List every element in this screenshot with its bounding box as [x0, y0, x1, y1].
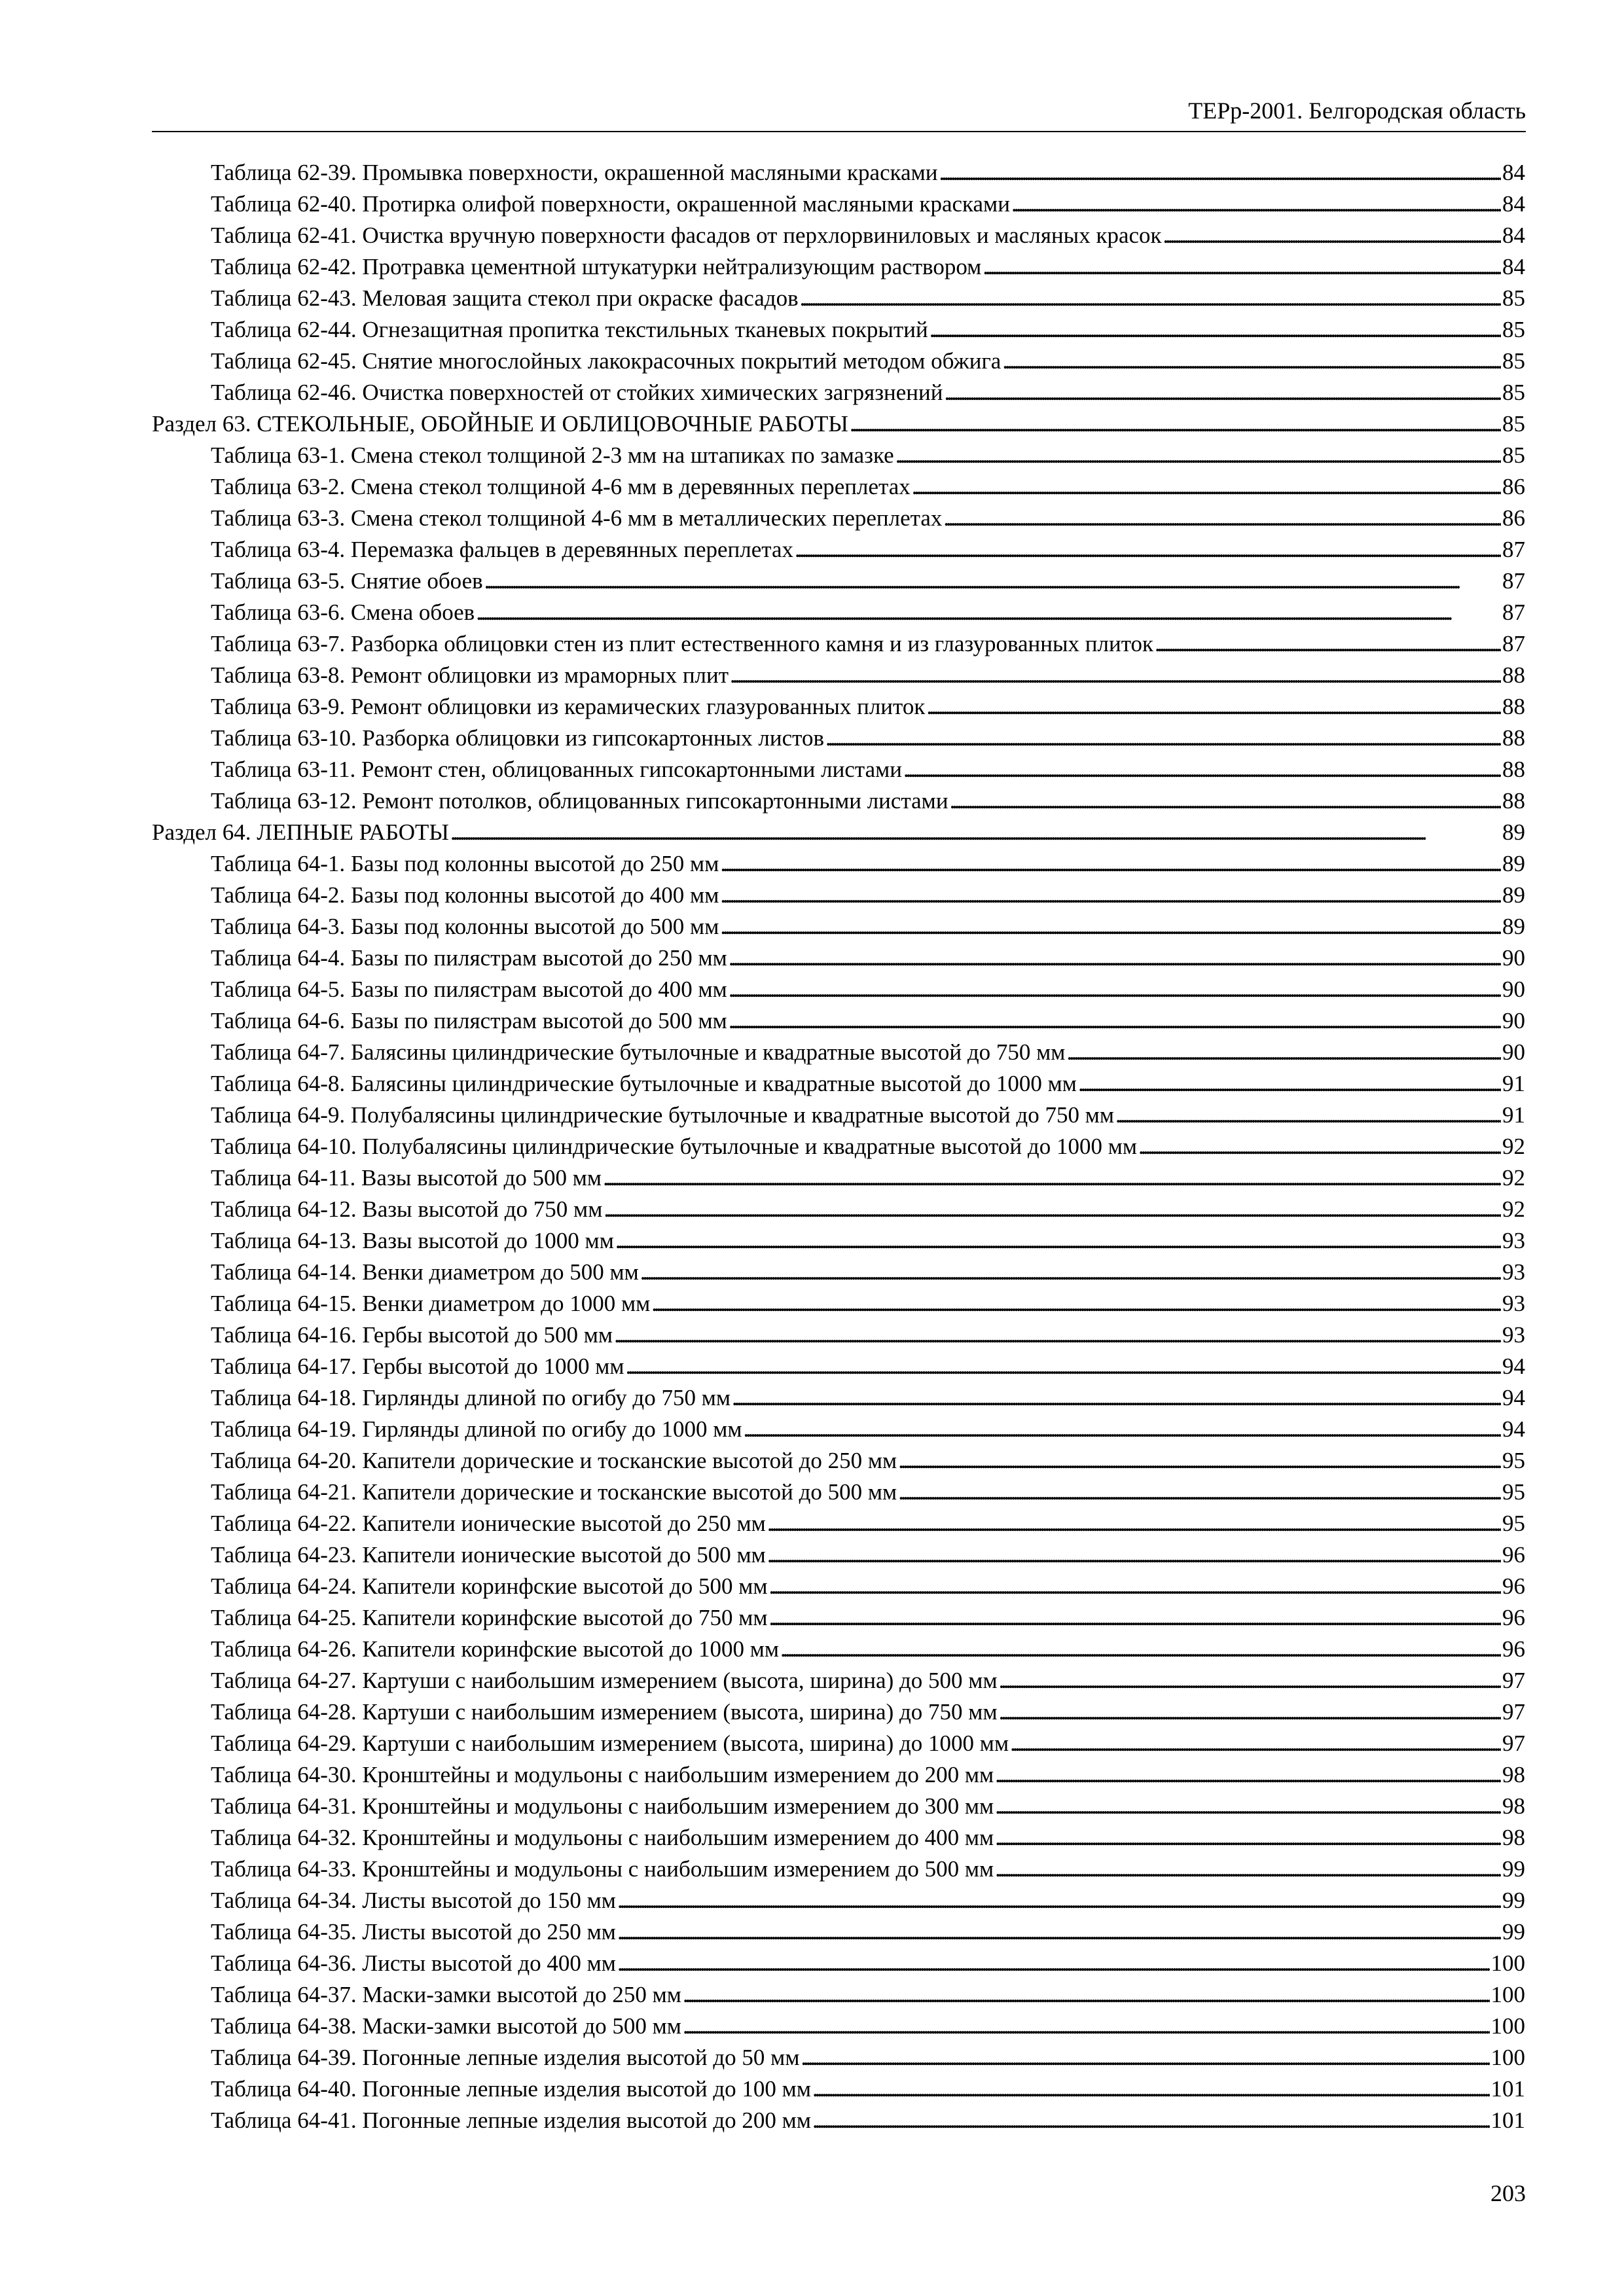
- toc-dot-leader: [812, 2075, 1490, 2104]
- toc-table-entry[interactable]: [152, 1946, 1525, 1978]
- toc-entry-label: Таблица 63-3. Смена стекол толщиной 4-6 мм в металлических переплетах: [211, 505, 943, 531]
- toc-dot-leader: [895, 441, 1501, 470]
- toc-section-entry[interactable]: [152, 407, 1525, 439]
- toc-entry-page: 91: [1502, 1071, 1525, 1096]
- toc-dot-leader: [720, 912, 1501, 941]
- toc-entry-label: Таблица 64-37. Маски-замки высотой до 250 мм: [211, 1982, 681, 2007]
- toc-entry-label: Таблица 64-27. Картуши с наибольшим измерением (высота, ширина) до 500 мм: [211, 1668, 998, 1693]
- toc-entry-label: Таблица 64-40. Погонные лепные изделия высотой до 100 мм: [211, 2076, 811, 2102]
- toc-dot-leader: [603, 1164, 1501, 1193]
- toc-table-entry[interactable]: [152, 973, 1525, 1004]
- toc-dot-leader: [614, 1321, 1501, 1350]
- toc-entry-label: Таблица 63-2. Смена стекол толщиной 4-6 мм в деревянных переплетах: [211, 474, 911, 499]
- toc-entry-label: Таблица 64-17. Гербы высотой до 1000 мм: [211, 1354, 624, 1379]
- toc-entry-label: Таблица 62-39. Промывка поверхности, окрашенной масляными красками: [211, 160, 938, 185]
- toc-table-entry[interactable]: [152, 1255, 1525, 1287]
- header-divider: [152, 131, 1526, 132]
- toc-dot-leader: [617, 1918, 1501, 1946]
- toc-table-entry[interactable]: [152, 1350, 1525, 1381]
- toc-entry-label: Таблица 64-29. Картуши с наибольшим измерением (высота, ширина) до 1000 мм: [211, 1731, 1009, 1756]
- toc-table-entry[interactable]: [152, 1884, 1525, 1915]
- toc-dot-leader: [795, 535, 1501, 564]
- toc-entry-page: 88: [1502, 757, 1525, 782]
- toc-table-entry[interactable]: [152, 1821, 1525, 1852]
- toc-dot-leader: [995, 1855, 1501, 1884]
- toc-table-entry[interactable]: [152, 501, 1525, 533]
- toc-entry-label: Таблица 62-44. Огнезащитная пропитка текстильных тканевых покрытий: [211, 317, 928, 342]
- toc-table-entry[interactable]: [152, 910, 1525, 941]
- toc-dot-leader: [1138, 1132, 1501, 1161]
- toc-table-entry[interactable]: [152, 1978, 1525, 2009]
- toc-table-entry[interactable]: [152, 658, 1525, 690]
- toc-table-entry[interactable]: [152, 690, 1525, 721]
- toc-entry-page: 89: [1502, 819, 1525, 845]
- toc-dot-leader: [944, 378, 1501, 407]
- toc-entry-page: 96: [1502, 1573, 1525, 1599]
- toc-entry-page: 96: [1502, 1636, 1525, 1662]
- toc-entry-label: Таблица 64-5. Базы по пилястрам высотой до 400 мм: [211, 977, 727, 1002]
- toc-entry-page: 87: [1502, 568, 1525, 594]
- toc-entry-page: 84: [1502, 254, 1525, 279]
- toc-entry-label: Таблица 64-2. Базы под колонны высотой до 400 мм: [211, 882, 719, 908]
- toc-entry-label: Таблица 63-7. Разборка облицовки стен из плит естественного камня и из глазурованных плиток: [211, 631, 1154, 656]
- toc-entry-page: 97: [1502, 1731, 1525, 1756]
- toc-table-entry[interactable]: [152, 1727, 1525, 1758]
- toc-dot-leader: [729, 975, 1501, 1004]
- toc-entry-page: 100: [1490, 1982, 1525, 2007]
- toc-dot-leader: [999, 1698, 1501, 1727]
- toc-table-entry[interactable]: [152, 533, 1525, 564]
- toc-entry-page: 85: [1502, 442, 1525, 468]
- toc-entry-page: 93: [1502, 1259, 1525, 1285]
- toc-entry-page: 101: [1490, 2076, 1525, 2102]
- toc-entry-label: Таблица 64-24. Капители коринфские высотой до 500 мм: [211, 1573, 768, 1599]
- table-of-contents: [152, 156, 1525, 2135]
- toc-entry-label: Таблица 64-33. Кронштейны и модульоны с наибольшим измерением до 500 мм: [211, 1856, 994, 1882]
- toc-dot-leader: [640, 1258, 1501, 1287]
- toc-table-entry[interactable]: [152, 1789, 1525, 1821]
- toc-table-entry[interactable]: [152, 281, 1525, 313]
- toc-dot-leader: [926, 692, 1501, 721]
- toc-entry-label: Таблица 64-19. Гирлянды длиной по огибу до 1000 мм: [211, 1416, 742, 1442]
- toc-entry-label: Таблица 64-39. Погонные лепные изделия высотой до 50 мм: [211, 2045, 800, 2070]
- toc-entry-page: 100: [1490, 2013, 1525, 2039]
- toc-entry-label: Таблица 64-31. Кронштейны и модульоны с наибольшим измерением до 300 мм: [211, 1793, 994, 1819]
- toc-dot-leader: [744, 1415, 1502, 1444]
- toc-table-entry[interactable]: [152, 1507, 1525, 1538]
- toc-entry-label: Таблица 64-36. Листы высотой до 400 мм: [211, 1950, 616, 1976]
- toc-dot-leader: [1155, 630, 1501, 658]
- toc-entry-label: Таблица 63-1. Смена стекол толщиной 2-3 мм на штапиках по замазке: [211, 442, 894, 468]
- toc-entry-page: 91: [1502, 1102, 1525, 1128]
- toc-dot-leader: [615, 1227, 1501, 1255]
- toc-entry-label: Таблица 64-4. Базы по пилястрам высотой до 250 мм: [211, 945, 727, 971]
- toc-entry-label: Таблица 64-11. Вазы высотой до 500 мм: [211, 1165, 602, 1191]
- toc-entry-page: 99: [1502, 1888, 1525, 1913]
- toc-entry-label: Таблица 62-45. Снятие многослойных лакокрасочных покрытий методом обжига: [211, 348, 1001, 374]
- toc-dot-leader: [476, 598, 1501, 627]
- page-number: 203: [1490, 2180, 1526, 2206]
- toc-entry-label: Таблица 63-11. Ремонт стен, облицованных гипсокартонными листами: [211, 757, 902, 782]
- toc-entry-label: Таблица 62-42. Протравка цементной штукатурки нейтрализующим раствором: [211, 254, 982, 279]
- toc-entry-label: Таблица 62-46. Очистка поверхностей от стойких химических загрязнений: [211, 380, 943, 405]
- toc-entry-page: 86: [1502, 505, 1525, 531]
- toc-entry-label: Таблица 63-8. Ремонт облицовки из мраморных плит: [211, 662, 729, 688]
- toc-table-entry[interactable]: [152, 1130, 1525, 1161]
- toc-dot-leader: [617, 1949, 1490, 1978]
- toc-table-entry[interactable]: [152, 344, 1525, 376]
- toc-table-entry[interactable]: [152, 439, 1525, 470]
- toc-dot-leader: [780, 1635, 1501, 1664]
- toc-table-entry[interactable]: [152, 2104, 1525, 2135]
- toc-entry-page: 94: [1502, 1385, 1525, 1410]
- toc-table-entry[interactable]: [152, 596, 1525, 627]
- toc-table-entry[interactable]: [152, 784, 1525, 816]
- toc-entry-page: 94: [1502, 1416, 1525, 1442]
- toc-dot-leader: [617, 1886, 1501, 1915]
- toc-dot-leader: [651, 1289, 1501, 1318]
- toc-entry-label: Таблица 64-30. Кронштейны и модульоны с наибольшим измерением до 200 мм: [211, 1762, 994, 1787]
- toc-entry-page: 87: [1502, 600, 1525, 625]
- toc-entry-label: Таблица 64-16. Гербы высотой до 500 мм: [211, 1322, 613, 1348]
- toc-table-entry[interactable]: [152, 1004, 1525, 1035]
- toc-dot-leader: [1066, 1038, 1501, 1067]
- toc-dot-leader: [939, 158, 1502, 187]
- toc-dot-leader: [825, 724, 1501, 753]
- toc-dot-leader: [626, 1352, 1501, 1381]
- toc-dot-leader: [801, 2043, 1489, 2072]
- toc-entry-page: 90: [1502, 945, 1525, 971]
- toc-entry-page: 100: [1490, 2045, 1525, 2070]
- toc-entry-label: Таблица 64-41. Погонные лепные изделия высотой до 200 мм: [211, 2108, 811, 2133]
- toc-dot-leader: [1010, 1729, 1501, 1758]
- toc-entry-page: 93: [1502, 1322, 1525, 1348]
- toc-entry-page: 85: [1502, 285, 1525, 311]
- toc-table-entry[interactable]: [152, 1538, 1525, 1570]
- toc-table-entry[interactable]: [152, 187, 1525, 219]
- toc-entry-label: Таблица 62-40. Протирка олифой поверхности, окрашенной масляными красками: [211, 191, 1010, 217]
- toc-entry-label: Таблица 64-34. Листы высотой до 150 мм: [211, 1888, 616, 1913]
- toc-table-entry[interactable]: [152, 941, 1525, 973]
- toc-table-entry[interactable]: [152, 470, 1525, 501]
- toc-dot-leader: [729, 1007, 1501, 1035]
- toc-entry-label: Таблица 64-21. Капители дорические и тосканские высотой до 500 мм: [211, 1479, 897, 1505]
- toc-entry-page: 86: [1502, 474, 1525, 499]
- toc-dot-leader: [769, 1572, 1502, 1601]
- toc-table-entry[interactable]: [152, 1601, 1525, 1632]
- toc-entry-page: 89: [1502, 914, 1525, 939]
- toc-table-entry[interactable]: [152, 1412, 1525, 1444]
- toc-entry-page: 95: [1502, 1479, 1525, 1505]
- toc-entry-page: 96: [1502, 1605, 1525, 1630]
- toc-entry-page: 97: [1502, 1699, 1525, 1725]
- toc-entry-label: Таблица 63-5. Снятие обоев: [211, 568, 483, 594]
- toc-table-entry[interactable]: [152, 1915, 1525, 1946]
- toc-entry-label: Таблица 64-1. Базы под колонны высотой до 250 мм: [211, 851, 719, 876]
- toc-dot-leader: [850, 410, 1501, 439]
- toc-entry-page: 90: [1502, 977, 1525, 1002]
- toc-entry-page: 95: [1502, 1448, 1525, 1473]
- toc-entry-label: Таблица 64-7. Балясины цилиндрические бутылочные и квадратные высотой до 750 мм: [211, 1039, 1066, 1065]
- toc-table-entry[interactable]: [152, 1161, 1525, 1193]
- toc-entry-label: Таблица 64-13. Вазы высотой до 1000 мм: [211, 1228, 614, 1253]
- toc-entry-page: 89: [1502, 882, 1525, 908]
- toc-entry-label: Таблица 64-25. Капители коринфские высотой до 750 мм: [211, 1605, 768, 1630]
- toc-entry-page: 87: [1502, 537, 1525, 562]
- toc-entry-label: Таблица 64-28. Картуши с наибольшим измерением (высота, ширина) до 750 мм: [211, 1699, 998, 1725]
- toc-entry-label: Таблица 64-10. Полубалясины цилиндрические бутылочные и квадратные высотой до 1000 мм: [211, 1134, 1137, 1159]
- toc-dot-leader: [604, 1195, 1501, 1224]
- toc-entry-page: 98: [1502, 1825, 1525, 1850]
- toc-entry-page: 84: [1502, 160, 1525, 185]
- toc-dot-leader: [999, 1666, 1501, 1695]
- toc-table-entry[interactable]: [152, 1695, 1525, 1727]
- toc-entry-page: 84: [1502, 191, 1525, 217]
- toc-dot-leader: [683, 2012, 1490, 2041]
- toc-dot-leader: [767, 1541, 1501, 1570]
- toc-table-entry[interactable]: [152, 376, 1525, 407]
- toc-table-entry[interactable]: [152, 627, 1525, 658]
- toc-table-entry[interactable]: [152, 1287, 1525, 1318]
- toc-dot-leader: [1078, 1069, 1501, 1098]
- toc-entry-label: Таблица 64-26. Капители коринфские высотой до 1000 мм: [211, 1636, 779, 1662]
- toc-dot-leader: [720, 881, 1501, 910]
- toc-entry-label: Таблица 63-12. Ремонт потолков, облицованных гипсокартонными листами: [211, 788, 948, 814]
- toc-dot-leader: [484, 567, 1501, 596]
- toc-entry-page: 92: [1502, 1165, 1525, 1191]
- toc-dot-leader: [1002, 347, 1501, 376]
- toc-table-entry[interactable]: [152, 1852, 1525, 1884]
- toc-entry-page: 90: [1502, 1039, 1525, 1065]
- toc-table-entry[interactable]: [152, 1758, 1525, 1789]
- toc-entry-page: 85: [1502, 348, 1525, 374]
- toc-entry-label: Таблица 64-14. Венки диаметром до 500 мм: [211, 1259, 639, 1285]
- toc-table-entry[interactable]: [152, 1067, 1525, 1098]
- toc-entry-page: 98: [1502, 1793, 1525, 1819]
- toc-entry-page: 88: [1502, 725, 1525, 751]
- toc-entry-page: 92: [1502, 1196, 1525, 1222]
- toc-entry-page: 92: [1502, 1134, 1525, 1159]
- toc-dot-leader: [995, 1823, 1501, 1852]
- toc-entry-label: Таблица 64-38. Маски-замки высотой до 500 мм: [211, 2013, 681, 2039]
- toc-dot-leader: [929, 315, 1501, 344]
- toc-entry-page: 85: [1502, 317, 1525, 342]
- toc-entry-label: Таблица 63-4. Перемазка фальцев в деревянных переплетах: [211, 537, 794, 562]
- toc-entry-label: Таблица 62-43. Меловая защита стекол при окраске фасадов: [211, 285, 799, 311]
- toc-entry-page: 88: [1502, 788, 1525, 814]
- toc-entry-page: 89: [1502, 851, 1525, 876]
- toc-entry-page: 90: [1502, 1008, 1525, 1033]
- toc-table-entry[interactable]: [152, 1035, 1525, 1067]
- toc-table-entry[interactable]: [152, 1632, 1525, 1664]
- toc-entry-label: Таблица 64-20. Капители дорические и тосканские высотой до 250 мм: [211, 1448, 897, 1473]
- toc-entry-label: Таблица 64-12. Вазы высотой до 750 мм: [211, 1196, 603, 1222]
- toc-table-entry[interactable]: [152, 250, 1525, 281]
- toc-dot-leader: [983, 253, 1501, 281]
- toc-table-entry[interactable]: [152, 1475, 1525, 1507]
- toc-entry-label: Таблица 64-35. Листы высотой до 250 мм: [211, 1919, 616, 1945]
- toc-entry-label: Таблица 64-9. Полубалясины цилиндрические бутылочные и квадратные высотой до 750 мм: [211, 1102, 1114, 1128]
- toc-entry-page: 93: [1502, 1228, 1525, 1253]
- toc-entry-page: 94: [1502, 1354, 1525, 1379]
- toc-entry-page: 88: [1502, 662, 1525, 688]
- toc-table-entry[interactable]: [152, 219, 1525, 250]
- toc-entry-label: Таблица 62-41. Очистка вручную поверхности фасадов от перхлорвиниловых и масляных красок: [211, 223, 1162, 248]
- running-header-title: ТЕРр-2001. Белгородская область: [1188, 98, 1526, 124]
- toc-table-entry[interactable]: [152, 1664, 1525, 1695]
- toc-entry-label: Таблица 64-22. Капители ионические высотой до 250 мм: [211, 1511, 766, 1536]
- toc-entry-page: 87: [1502, 631, 1525, 656]
- toc-entry-page: 88: [1502, 694, 1525, 719]
- toc-table-entry[interactable]: [152, 2009, 1525, 2041]
- toc-table-entry[interactable]: [152, 753, 1525, 784]
- toc-dot-leader: [769, 1604, 1502, 1632]
- toc-table-entry[interactable]: [152, 1098, 1525, 1130]
- toc-entry-page: 99: [1502, 1919, 1525, 1945]
- toc-entry-label: Таблица 64-32. Кронштейны и модульоны с наибольшим измерением до 400 мм: [211, 1825, 994, 1850]
- toc-dot-leader: [950, 787, 1501, 816]
- toc-dot-leader: [800, 284, 1501, 313]
- toc-entry-label: Таблица 63-9. Ремонт облицовки из керамических глазурованных плиток: [211, 694, 926, 719]
- toc-entry-label: Таблица 64-8. Балясины цилиндрические бутылочные и квадратные высотой до 1000 мм: [211, 1071, 1077, 1096]
- toc-entry-page: 84: [1502, 223, 1525, 248]
- toc-table-entry[interactable]: [152, 1444, 1525, 1475]
- toc-dot-leader: [729, 944, 1501, 973]
- toc-table-entry[interactable]: [152, 847, 1525, 878]
- toc-entry-label: Таблица 64-23. Капители ионические высотой до 500 мм: [211, 1542, 766, 1568]
- toc-table-entry[interactable]: [152, 156, 1525, 187]
- toc-dot-leader: [995, 1761, 1501, 1789]
- toc-dot-leader: [732, 1384, 1501, 1412]
- toc-dot-leader: [898, 1478, 1501, 1507]
- toc-entry-label: Таблица 64-3. Базы под колонны высотой до 500 мм: [211, 914, 719, 939]
- toc-dot-leader: [730, 661, 1501, 690]
- toc-entry-page: 101: [1490, 2108, 1525, 2133]
- toc-section-entry[interactable]: [152, 816, 1525, 847]
- toc-entry-label: Таблица 64-18. Гирлянды длиной по огибу до 750 мм: [211, 1385, 731, 1410]
- toc-table-entry[interactable]: [152, 564, 1525, 596]
- toc-dot-leader: [995, 1792, 1501, 1821]
- toc-dot-leader: [1115, 1101, 1501, 1130]
- toc-dot-leader: [450, 818, 1501, 847]
- toc-entry-page: 97: [1502, 1668, 1525, 1693]
- toc-entry-page: 85: [1502, 380, 1525, 405]
- toc-dot-leader: [812, 2106, 1490, 2135]
- toc-dot-leader: [912, 473, 1501, 501]
- toc-dot-leader: [943, 504, 1501, 533]
- toc-entry-label: Таблица 64-15. Венки диаметром до 1000 мм: [211, 1291, 651, 1316]
- toc-entry-page: 98: [1502, 1762, 1525, 1787]
- toc-table-entry[interactable]: [152, 1224, 1525, 1255]
- toc-table-entry[interactable]: [152, 1570, 1525, 1601]
- toc-entry-page: 99: [1502, 1856, 1525, 1882]
- toc-entry-page: 100: [1490, 1950, 1525, 1976]
- toc-table-entry[interactable]: [152, 1318, 1525, 1350]
- toc-dot-leader: [720, 850, 1501, 878]
- toc-entry-page: 93: [1502, 1291, 1525, 1316]
- toc-entry-label: Таблица 63-10. Разборка облицовки из гипсокартонных листов: [211, 725, 824, 751]
- toc-table-entry[interactable]: [152, 2072, 1525, 2104]
- toc-entry-page: 95: [1502, 1511, 1525, 1536]
- toc-dot-leader: [1011, 190, 1501, 219]
- toc-dot-leader: [767, 1509, 1501, 1538]
- toc-table-entry[interactable]: [152, 313, 1525, 344]
- toc-entry-page: 85: [1502, 411, 1525, 437]
- toc-entry-label: Раздел 63. СТЕКОЛЬНЫЕ, ОБОЙНЫЕ И ОБЛИЦОВОЧНЫЕ РАБОТЫ: [152, 411, 848, 437]
- toc-dot-leader: [898, 1446, 1501, 1475]
- toc-entry-label: Таблица 63-6. Смена обоев: [211, 600, 475, 625]
- toc-dot-leader: [903, 755, 1501, 784]
- toc-table-entry[interactable]: [152, 1193, 1525, 1224]
- toc-table-entry[interactable]: [152, 1381, 1525, 1412]
- toc-dot-leader: [1163, 221, 1501, 250]
- toc-dot-leader: [683, 1981, 1490, 2009]
- toc-entry-label: Таблица 64-6. Базы по пилястрам высотой до 500 мм: [211, 1008, 727, 1033]
- toc-table-entry[interactable]: [152, 2041, 1525, 2072]
- toc-table-entry[interactable]: [152, 721, 1525, 753]
- toc-entry-label: Раздел 64. ЛЕПНЫЕ РАБОТЫ: [152, 819, 449, 845]
- toc-entry-page: 96: [1502, 1542, 1525, 1568]
- toc-table-entry[interactable]: [152, 878, 1525, 910]
